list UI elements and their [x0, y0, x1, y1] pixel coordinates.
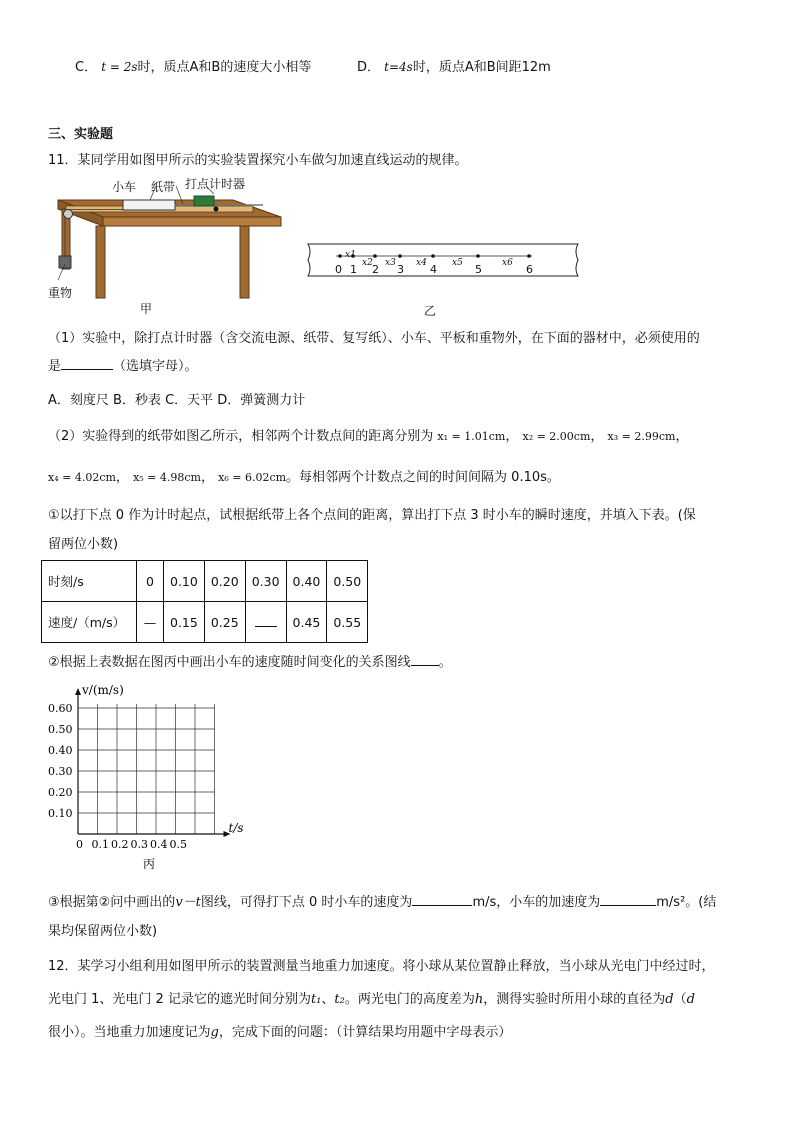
table-cell: 0.50	[327, 561, 368, 602]
y-tick-label: 0.20	[48, 786, 73, 799]
tape-point-3: 3	[397, 263, 404, 276]
tape-point-1: 1	[350, 263, 357, 276]
y-tick-label: 0.40	[48, 744, 73, 757]
q11-p1-line2: 是 （选填字母）。	[48, 355, 198, 374]
x-tick-label: 0.3	[130, 838, 148, 851]
graph-grid	[75, 688, 231, 837]
tape-point-2: 2	[372, 263, 379, 276]
segment-x1: x1	[345, 250, 356, 260]
velocity-table	[41, 560, 368, 643]
q11-sub3-line2: 果均保留两位小数)	[48, 924, 158, 939]
tape-point-4: 4	[430, 263, 437, 276]
q12-line1: 12．某学习小组利用如图甲所示的装置测量当地重力加速度。将小球从某位置静止释放，当小球从光电门中经过时，	[48, 959, 715, 974]
q11-sub1-line1: ①以打下点 0 作为计时起点，试根据纸带上各个点间的距离，算出打下点 3 时小车的瞬时速度，并填入下表。(保	[48, 508, 696, 523]
table-cell: 0.40	[286, 561, 327, 602]
tape-point-6: 6	[526, 263, 533, 276]
q11-p2-line1: （2）实验得到的纸带如图乙所示，相邻两个计数点间的距离分别为 x₁ = 1.01cm， x₂ = 2.00cm， x₃ = 2.99cm，	[48, 429, 689, 444]
answer-blank-3[interactable]	[412, 891, 472, 906]
table-cell: 0.10	[164, 561, 205, 602]
y-axis-label: v/(m/s)	[82, 683, 124, 697]
table-answer-cell[interactable]	[245, 602, 286, 643]
table-cell: 0.55	[327, 602, 368, 643]
table-cell: 0.15	[164, 602, 205, 643]
table-cell: 0.30	[245, 561, 286, 602]
caption-yi: 乙	[424, 304, 437, 318]
table-cell: 速度/（m/s）	[42, 602, 137, 643]
label-car: 小车	[112, 180, 137, 194]
q11-p2-line2: x₄ = 4.02cm， x₅ = 4.98cm， x₆ = 6.02cm。每相邻两个计数点之间的时间间隔为 0.10s。	[48, 470, 560, 485]
x-tick-label: 0.4	[150, 838, 168, 851]
option-d: D． t=4s时，质点A和B间距12m	[357, 60, 551, 75]
table-row	[42, 561, 368, 602]
x-tick-label: 0.5	[169, 838, 187, 851]
y-tick-label: 0.60	[48, 702, 73, 715]
x-tick-label: 0.2	[111, 838, 129, 851]
x-tick-label: 0.1	[91, 838, 109, 851]
segment-x2: x2	[362, 258, 373, 268]
q12-line3: 很小）。当地重力加速度记为g，完成下面的问题：（计算结果均用题中字母表示）	[48, 1025, 512, 1040]
table-cell: 时刻/s	[42, 561, 137, 602]
label-timer: 打点计时器	[185, 177, 246, 191]
y-tick-label: 0.30	[48, 765, 73, 778]
table-cell: 0	[137, 561, 164, 602]
y-axis-arrow	[75, 688, 81, 695]
q11-sub3-line1: ③根据第②问中画出的v－t图线，可得打下点 0 时小车的速度为 m/s，小车的加速度为 m/s²。(结	[48, 891, 716, 910]
x-tick-label: 0	[76, 838, 83, 851]
q11-sub1-line2: 留两位小数)	[48, 537, 119, 552]
y-tick-label: 0.50	[48, 723, 73, 736]
label-tape: 纸带	[151, 180, 176, 194]
segment-x3: x3	[385, 258, 396, 268]
figure-tape	[300, 242, 584, 278]
table-cell: 0.45	[286, 602, 327, 643]
x-axis-label: t/s	[228, 821, 244, 835]
option-c: C． t = 2s时，质点A和B的速度大小相等	[75, 60, 312, 75]
q11-sub2: ②根据上表数据在图丙中画出小车的速度随时间变化的关系图线 。	[48, 651, 452, 670]
q11-p1-options: A．刻度尺 B．秒表 C．天平 D．弹簧测力计	[48, 393, 306, 408]
tape-point-0: 0	[335, 263, 342, 276]
label-weight: 重物	[48, 286, 73, 300]
segment-x5: x5	[452, 258, 463, 268]
answer-blank-1[interactable]	[61, 355, 113, 370]
vt-graph[interactable]	[40, 676, 260, 876]
q11-intro: 11．某同学用如图甲所示的实验装置探究小车做匀加速直线运动的规律。	[48, 153, 468, 168]
caption-bing: 丙	[143, 857, 156, 871]
q11-p1-line1: （1）实验中，除打点计时器（含交流电源、纸带、复写纸）、小车、平板和重物外，在下面的器材中，必须使用的	[48, 331, 700, 346]
table-cell: 0.20	[204, 561, 245, 602]
y-tick-label: 0.10	[48, 807, 73, 820]
q12-line2: 光电门 1、光电门 2 记录它的遮光时间分别为t₁、t₂。两光电门的高度差为h，测得实验时所用小球的直径为d（d	[48, 992, 695, 1007]
answer-blank-2[interactable]	[411, 651, 439, 666]
caption-jia: 甲	[140, 302, 153, 316]
segment-x4: x4	[416, 258, 427, 268]
segment-x6: x6	[502, 258, 513, 268]
table-row	[42, 602, 368, 643]
table-cell: —	[137, 602, 164, 643]
tape-point-5: 5	[475, 263, 482, 276]
answer-blank-4[interactable]	[600, 891, 656, 906]
section-title: 三、实验题	[48, 127, 114, 142]
table-cell: 0.25	[204, 602, 245, 643]
